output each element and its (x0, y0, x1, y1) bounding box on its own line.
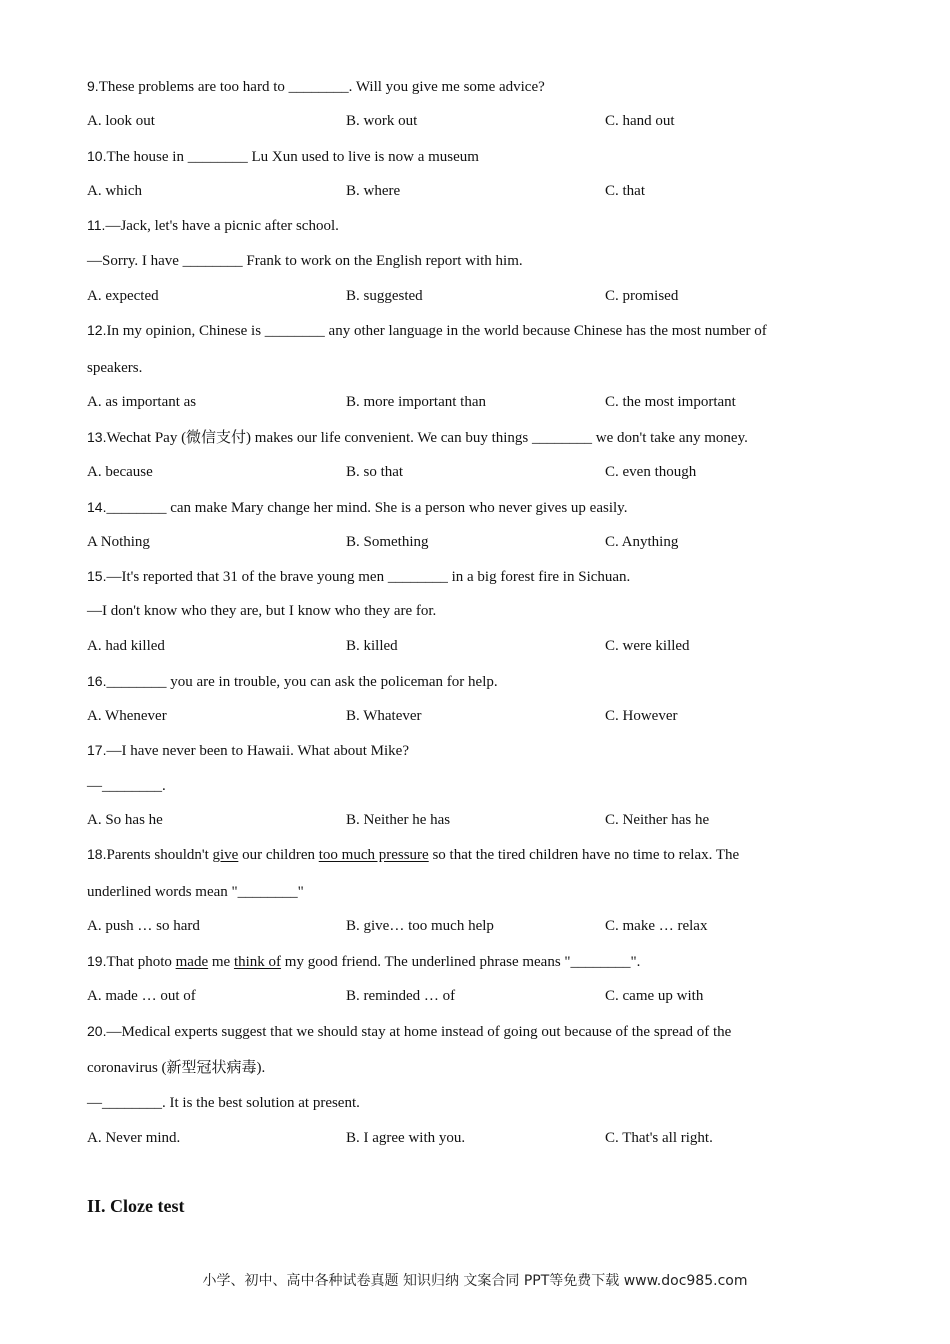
question-20-options (87, 1128, 867, 1148)
page-footer: 小学、初中、高中各种试卷真题 知识归纳 文案合同 PPT等免费下载 www.doc985.com (202, 1273, 748, 1289)
question-20: 20.—Medical experts suggest that we should stay at home instead of going out because of the spread of the (87, 1023, 732, 1040)
option-c: C. Neither has he (605, 812, 710, 828)
option-b: B. give… too much help (346, 918, 494, 934)
question-14: 14.________ can make Mary change her mind. She is a person who never gives up easily. (87, 499, 628, 516)
question-15-options (87, 636, 867, 656)
option-b: B. Something (346, 534, 429, 550)
option-b: B. so that (346, 464, 404, 480)
question-16-options (87, 706, 867, 726)
question-11-options (87, 286, 867, 306)
question-14-options (87, 532, 867, 552)
option-c: C. that (605, 183, 645, 199)
option-b: B. Whatever (346, 708, 422, 724)
option-a: A. push … so hard (87, 918, 200, 934)
question-17: 17.—I have never been to Hawaii. What about Mike? (87, 742, 409, 759)
question-20-line-2: coronavirus (新型冠状病毒). (87, 1060, 266, 1076)
underlined-word: give (212, 847, 239, 863)
underlined-word: made (175, 954, 209, 970)
option-a: A. had killed (87, 638, 165, 654)
option-c: C. make … relax (605, 918, 708, 934)
option-c: C. were killed (605, 638, 690, 654)
option-b: B. where (346, 183, 401, 199)
option-a: A. Whenever (87, 708, 167, 724)
question-18-line-2: underlined words mean "________" (87, 884, 304, 900)
option-a: A. So has he (87, 812, 163, 828)
option-a: A. because (87, 464, 153, 480)
question-11-line-2: —Sorry. I have ________ Frank to work on the English report with him. (87, 253, 523, 269)
question-12-options (87, 392, 867, 412)
question-11: 11.—Jack, let's have a picnic after school. (87, 217, 339, 234)
option-a: A. as important as (87, 394, 197, 410)
option-a: A Nothing (87, 534, 150, 550)
option-b: B. reminded … of (346, 988, 456, 1004)
underlined-phrase: too much pressure (318, 847, 429, 863)
question-15-line-2: —I don't know who they are, but I know who they are for. (87, 603, 437, 619)
question-9: 9.These problems are too hard to ________. Will you give me some advice? (87, 78, 545, 95)
option-a: A. which (87, 183, 142, 199)
option-a: A. look out (87, 113, 155, 129)
option-c: C. hand out (605, 113, 675, 129)
question-10: 10.The house in ________ Lu Xun used to live is now a museum (87, 148, 479, 165)
question-9-options (87, 111, 867, 131)
question-10-options (87, 181, 867, 201)
question-17-line-2: —________. (87, 778, 166, 794)
question-12-line-2: speakers. (87, 360, 143, 376)
question-16: 16.________ you are in trouble, you can ask the policeman for help. (87, 673, 498, 690)
question-19: 19.That photo made me think of my good friend. The underlined phrase means "________". (87, 953, 641, 970)
option-c: C. came up with (605, 988, 704, 1004)
option-b: B. killed (346, 638, 398, 654)
question-15: 15.—It's reported that 31 of the brave young men ________ in a big forest fire in Sichuan. (87, 568, 631, 585)
option-a: A. made … out of (87, 988, 196, 1004)
option-c: C. the most important (605, 394, 736, 410)
option-c: C. That's all right. (605, 1130, 713, 1146)
option-c: C. promised (605, 288, 679, 304)
question-18: 18.Parents shouldn't give our children too much pressure so that the tired children have no time to relax. The (87, 846, 740, 863)
question-12: 12.In my opinion, Chinese is ________ any other language in the world because Chinese has the most number of (87, 322, 767, 339)
option-c: C. However (605, 708, 678, 724)
option-c: C. even though (605, 464, 697, 480)
section-heading: II. Cloze test (87, 1196, 185, 1216)
option-b: B. Neither he has (346, 812, 451, 828)
question-18-options (87, 916, 867, 936)
option-c: C. Anything (605, 534, 679, 550)
option-a: A. expected (87, 288, 159, 304)
option-b: B. more important than (346, 394, 486, 410)
option-a: A. Never mind. (87, 1130, 181, 1146)
question-19-options (87, 986, 867, 1006)
option-b: B. work out (346, 113, 418, 129)
option-b: B. suggested (346, 288, 423, 304)
question-13-options (87, 462, 867, 482)
option-b: B. I agree with you. (346, 1130, 466, 1146)
question-13: 13.Wechat Pay (微信支付) makes our life convenient. We can buy things ________ we don't take any money. (87, 429, 748, 446)
question-20-line-3: —________. It is the best solution at present. (87, 1095, 360, 1111)
underlined-phrase: think of (233, 954, 282, 970)
question-17-options (87, 810, 867, 830)
